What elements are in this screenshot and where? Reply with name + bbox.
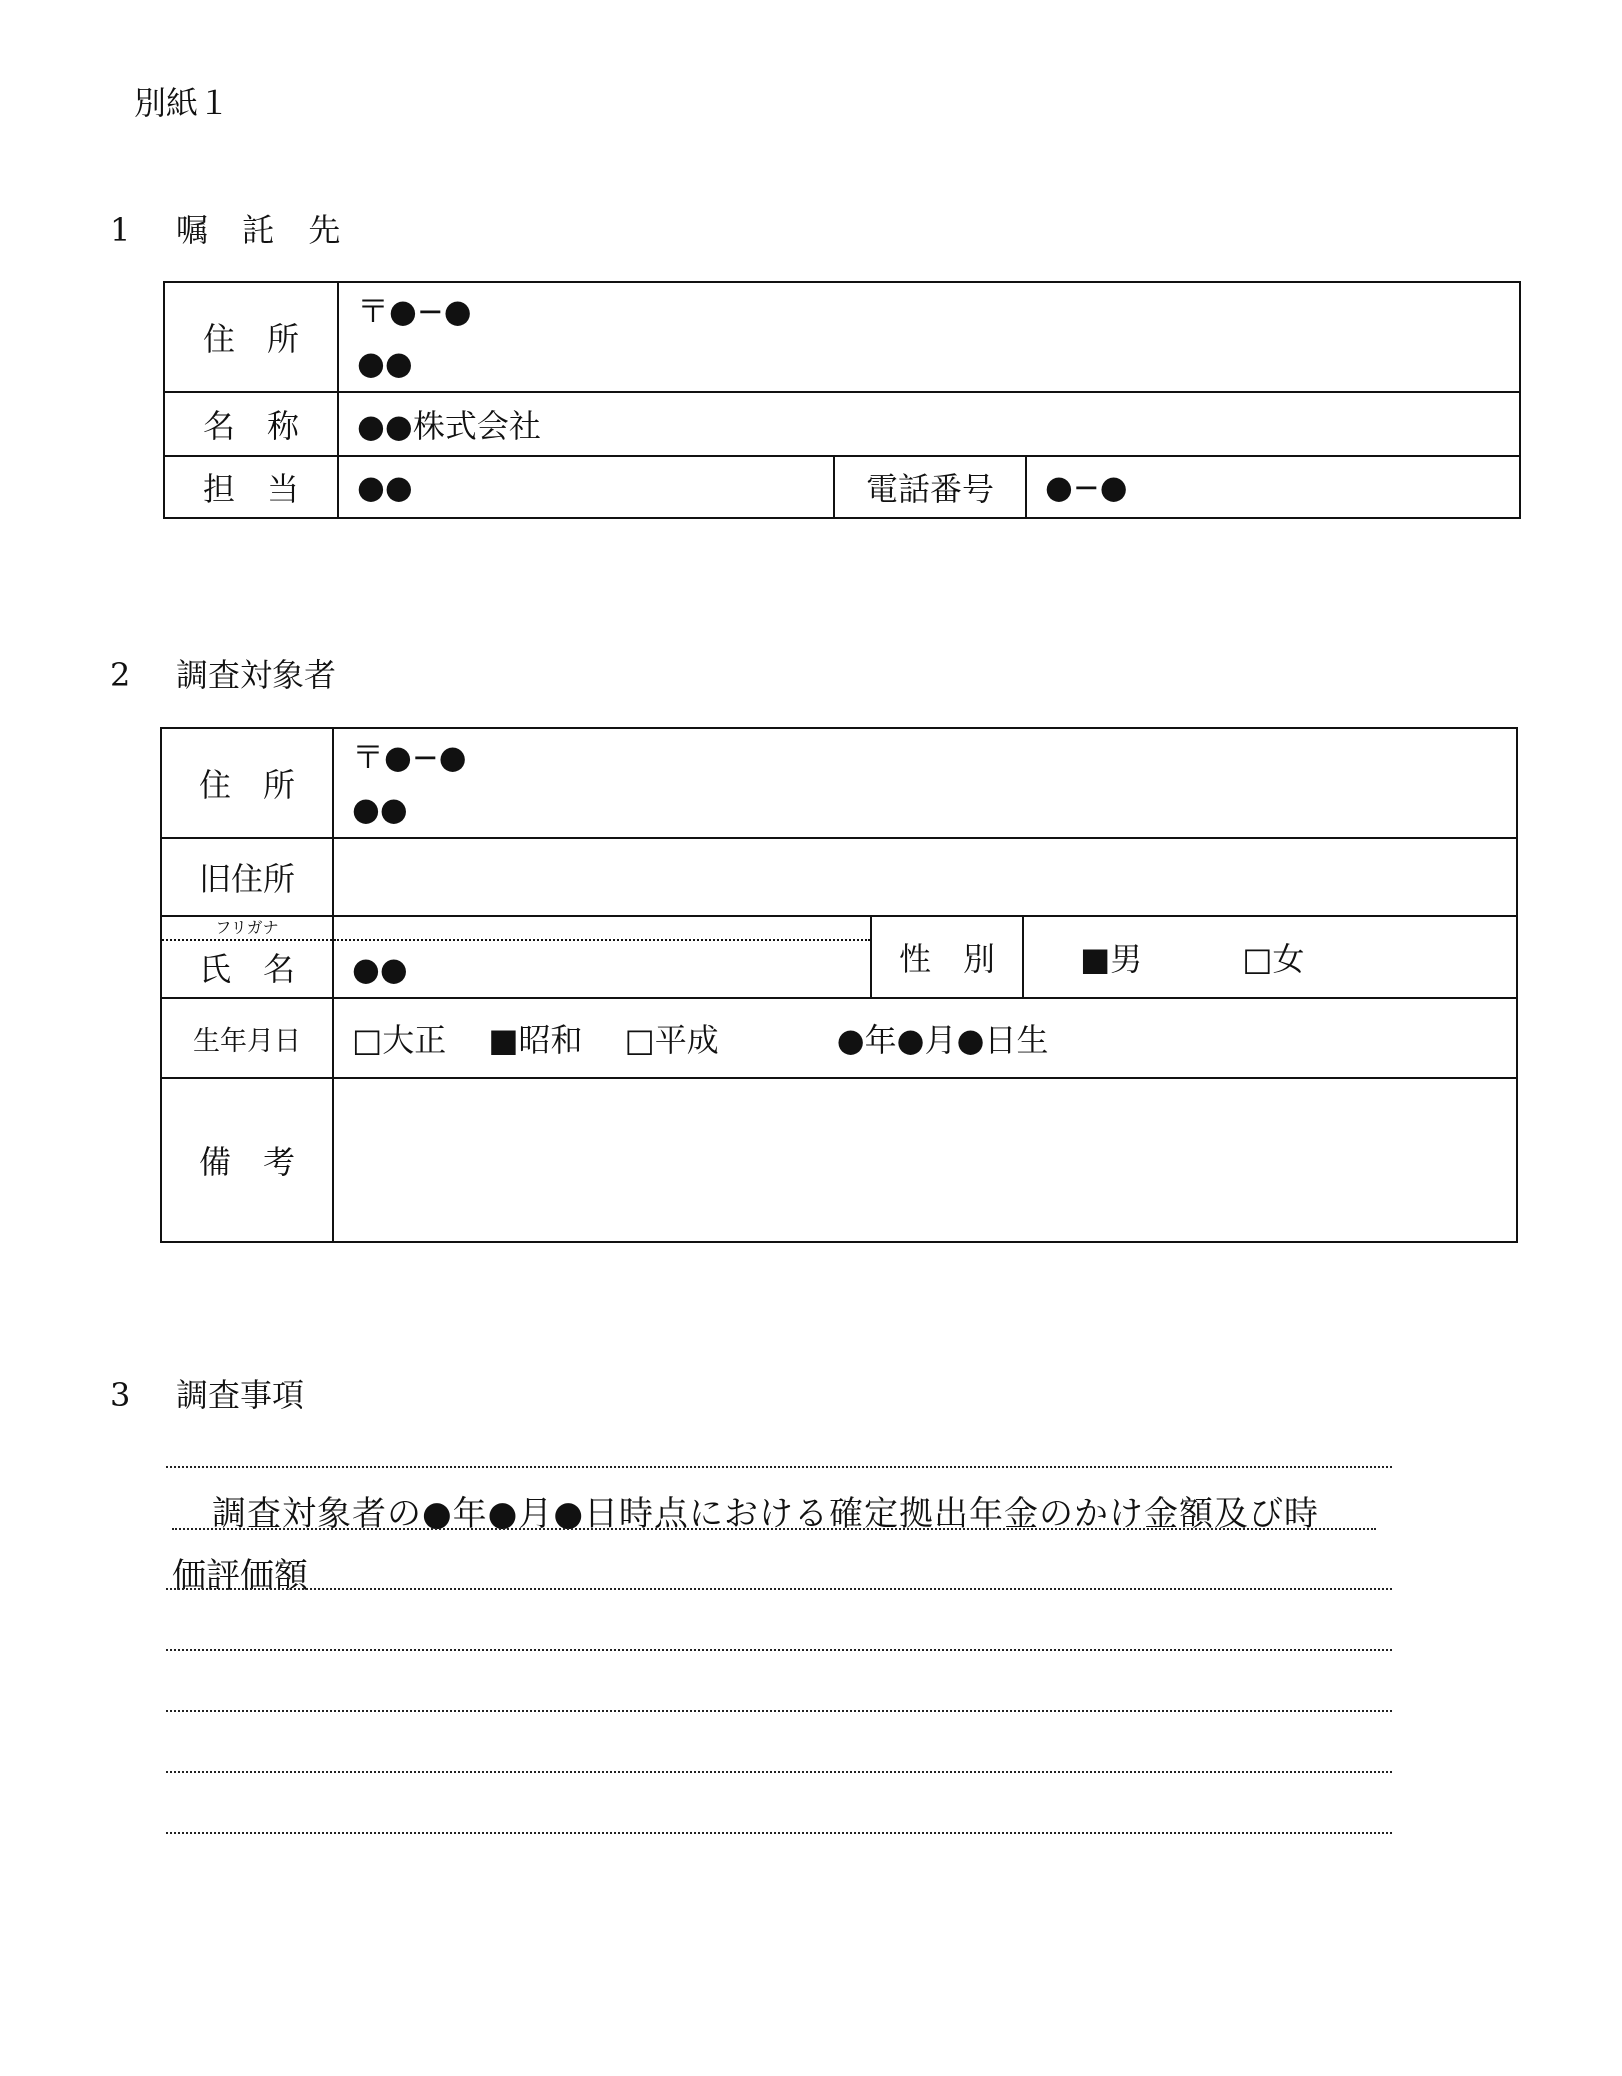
appendix-label: 別紙１ (134, 84, 231, 122)
dotted-rule-4 (166, 1649, 1392, 1651)
dotted-rule-5 (166, 1710, 1392, 1712)
s2-remarks-value (333, 1078, 1517, 1242)
s1-address-label: 住 所 (164, 282, 338, 392)
s2-address-line2: ●● (352, 790, 408, 828)
s2-furigana-value (334, 917, 870, 941)
s2-gender-options (1023, 916, 1517, 998)
s1-address-cell (338, 282, 1520, 392)
s2-name-label: 氏 名 (198, 950, 295, 988)
section1-title: 嘱 託 先 (176, 211, 353, 249)
gender-female-checkbox[interactable]: □女 (1242, 940, 1305, 978)
dotted-rule-1 (166, 1466, 1392, 1468)
dotted-rule-6 (166, 1771, 1392, 1773)
s2-former-address-label: 旧住所 (161, 838, 333, 916)
s2-birth-label: 生年月日 (161, 998, 333, 1078)
s2-birth-date: ●年●月●日生 (836, 1021, 1049, 1059)
s2-former-address-value (333, 838, 1517, 916)
section3-number: 3 (110, 1376, 131, 1414)
section1-number: 1 (110, 211, 131, 249)
s2-address-cell (333, 728, 1517, 838)
s2-birth-cell (333, 998, 1517, 1078)
dotted-rule-7 (166, 1832, 1392, 1834)
s1-contact-label: 担 当 (164, 456, 338, 518)
era-taisho-checkbox[interactable]: □大正 (352, 1021, 447, 1059)
s2-name-value-cell (333, 916, 871, 998)
s3-line1: 調査対象者の●年●月●日時点における確定拠出年金のかけ金額及び時 (212, 1494, 1319, 1534)
s2-name-value: ●● (352, 950, 408, 988)
section1-table (163, 281, 1521, 519)
s2-name-label-cell (161, 916, 333, 998)
s2-address-label: 住 所 (161, 728, 333, 838)
gender-male-checkbox[interactable]: ■男 (1080, 940, 1143, 978)
s1-address-line2: ●● (357, 344, 413, 382)
section1-heading (110, 205, 352, 251)
section2-title: 調査対象者 (176, 656, 337, 694)
s1-contact-value: ●● (338, 456, 834, 518)
section3-heading (110, 1370, 304, 1416)
section3-title: 調査事項 (176, 1376, 305, 1414)
s2-remarks-label: 備 考 (161, 1078, 333, 1242)
dotted-rule-3 (166, 1588, 1392, 1590)
s1-name-value: ●●株式会社 (338, 392, 1520, 456)
dotted-rule-2 (172, 1528, 1376, 1530)
section2-heading (110, 650, 336, 696)
s1-phone-value: ●−● (1026, 456, 1520, 518)
era-showa-checkbox[interactable]: ■昭和 (488, 1021, 583, 1059)
s1-name-label: 名 称 (164, 392, 338, 456)
s1-address-line1: 〒●−● (357, 292, 472, 330)
era-heisei-checkbox[interactable]: □平成 (624, 1021, 719, 1059)
s2-gender-label: 性 別 (871, 916, 1023, 998)
s2-address-line1: 〒●−● (352, 738, 467, 776)
s2-furigana-label: フリガナ (162, 917, 332, 941)
s3-line2: 価評価額 (172, 1556, 308, 1596)
section2-table (160, 727, 1518, 1243)
section2-number: 2 (110, 656, 131, 694)
s1-phone-label: 電話番号 (834, 456, 1026, 518)
